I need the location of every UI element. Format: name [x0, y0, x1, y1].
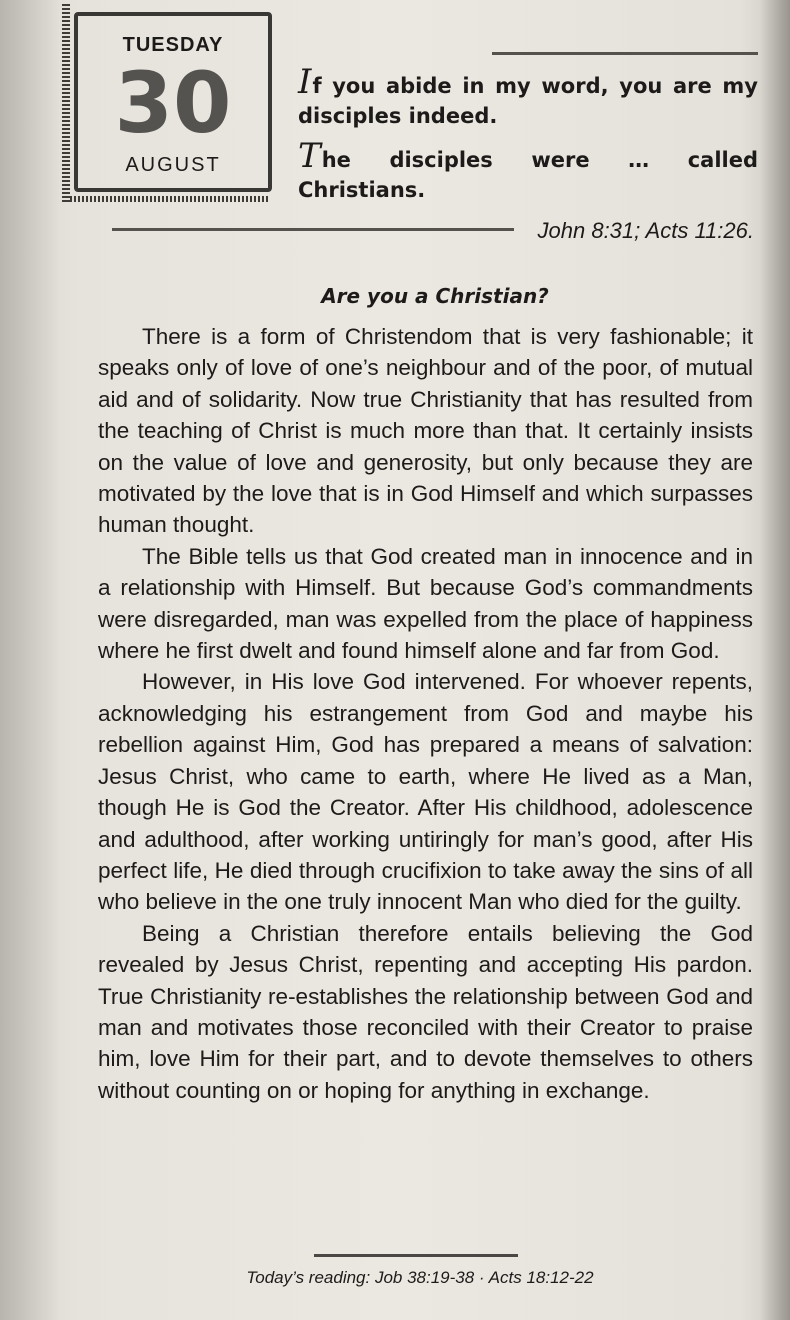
paragraph: However, in His love God intervened. For whoever repents, acknowledging his estrangement from God and maybe his rebellion against Him, God has prepared a means of salvation: Jesus Christ, who came to earth, where He lived as a Man, though He is God the Creator. After His childhood, adolescence and adulthood, after working untiringly for man’s good, after His perfect life, He died through crucifixion to take away the sins of all who believe in the one truly innocent Man who died for the guilty. — [98, 669, 753, 915]
verse-reference: John 8:31; Acts 11:26. — [537, 218, 754, 243]
todays-reading: Today’s reading: Job 38:19-38 · Acts 18:12-22 — [246, 1268, 594, 1287]
body-text — [98, 321, 753, 1106]
verse-1-initial: I — [298, 62, 312, 102]
page-shadow-right — [760, 0, 790, 1320]
date-box — [74, 12, 272, 192]
verse-2-text: he disciples were … called Christians. — [298, 148, 758, 202]
verse-1-text: f you abide in my word, you are my disciples indeed. — [298, 74, 758, 128]
page-shadow-left — [0, 0, 60, 1320]
verse-2-initial: T — [298, 136, 321, 176]
verse-2 — [298, 136, 758, 205]
paragraph: Being a Christian therefore entails believing the God revealed by Jesus Christ, repenting and accepting His pardon. True Christianity re-establishes the relationship between God and man and motivates those reconciled with their Creator to praise him, love Him for their part, and to devote themselves to others without counting on or hoping for anything in exchange. — [98, 920, 753, 1103]
reference-rule — [112, 228, 514, 231]
paragraph: There is a form of Christendom that is very fashionable; it speaks only of love of one’s neighbour and of the poor, of mutual aid and of solidarity. Now true Christianity that has resulted from the teaching of Christ is much more than that. It certainly insists on the value of love and generosity, but only because they are motivated by the love that is in God Himself and which surpasses human thought. — [98, 324, 753, 538]
date-day: 30 — [114, 54, 232, 152]
verse-1 — [298, 62, 758, 131]
footer-rule — [314, 1254, 518, 1257]
paragraph: The Bible tells us that God created man in innocence and in a relationship with Himself. But because God’s commandments were disregarded, man was expelled from the place of happiness where he first dwelt and found himself alone and far from God. — [98, 543, 753, 664]
date-weekday: TUESDAY — [122, 34, 224, 56]
verse-top-rule — [492, 52, 758, 55]
page-title: Are you a Christian? — [321, 284, 549, 308]
date-month: AUGUST — [125, 154, 221, 176]
